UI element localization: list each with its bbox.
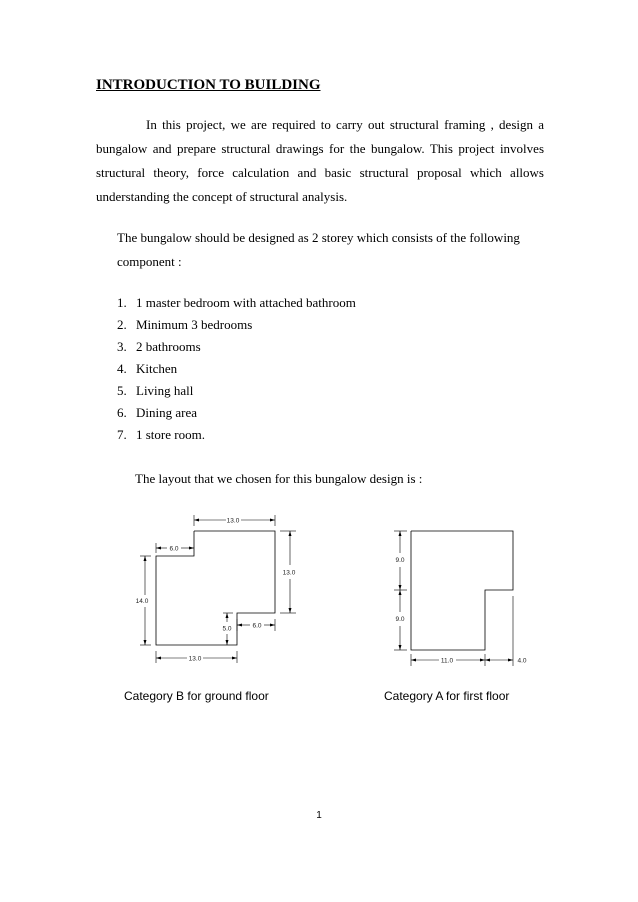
- dim-label: 11.0: [440, 657, 454, 665]
- intro-paragraph: In this project, we are required to carry out structural framing , design a bungalow and prepare structural drawings for the bungalow. This project involves structural theory, force calculation and basic structural proposal which allows understanding the concept of structural analysis.: [96, 117, 544, 204]
- ground-floor-caption: Category B for ground floor: [124, 689, 269, 703]
- list-item: 7. 1 store room.: [117, 427, 205, 442]
- dim-label: 6.0: [252, 622, 262, 630]
- requirements-paragraph: The bungalow should be designed as 2 storey which consists of the following component :: [117, 230, 520, 269]
- list-item: 6. Dining area: [117, 405, 198, 420]
- list-item: 1. 1 master bedroom with attached bathroom: [117, 295, 356, 310]
- first-floor-outline: [411, 531, 513, 650]
- dim-label: 5.0: [222, 625, 232, 633]
- layout-intro: The layout that we chosen for this bungalow design is :: [135, 471, 423, 486]
- dim-label: 14.0: [135, 598, 149, 605]
- page-title: INTRODUCTION TO BUILDING: [96, 77, 321, 93]
- dim-label: 13.0: [226, 517, 240, 525]
- list-item: 5. Living hall: [117, 383, 194, 398]
- dim-label: 9.0: [395, 616, 405, 623]
- dim-label: 4.0: [517, 657, 527, 665]
- dim-label: 13.0: [188, 655, 202, 663]
- dim-label: 13.0: [282, 569, 296, 577]
- page-number: 1: [316, 810, 322, 821]
- dim-label: 6.0: [169, 545, 179, 553]
- list-item: 3. 2 bathrooms: [117, 339, 201, 354]
- dim-label: 9.0: [395, 557, 405, 564]
- first-floor-caption: Category A for first floor: [384, 689, 510, 703]
- list-item: 4. Kitchen: [117, 361, 178, 376]
- list-item: 2. Minimum 3 bedrooms: [117, 317, 253, 332]
